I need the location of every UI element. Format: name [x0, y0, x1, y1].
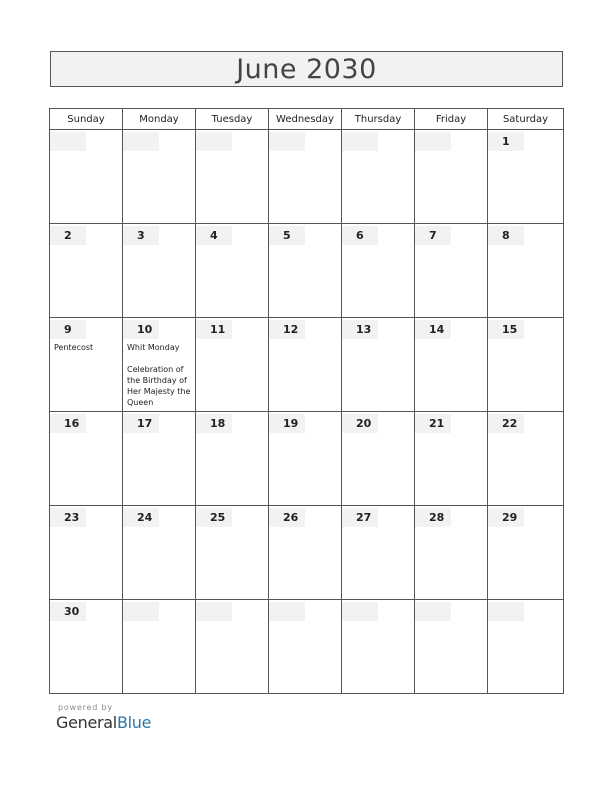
- day-number-box: [488, 602, 524, 621]
- day-number: 25: [210, 511, 226, 524]
- weekday-header: Saturday: [488, 109, 564, 130]
- day-number: 13: [356, 323, 372, 336]
- day-number-box: [415, 602, 451, 621]
- empty-day-cell: [123, 600, 196, 694]
- day-number: 10: [137, 323, 153, 336]
- holiday-event: Whit Monday: [127, 343, 180, 352]
- day-cell: [196, 318, 269, 412]
- day-number: 27: [356, 511, 372, 524]
- day-number: 12: [283, 323, 299, 336]
- day-cell: [415, 224, 488, 318]
- day-cell: [50, 224, 123, 318]
- day-number: 5: [283, 229, 291, 242]
- day-number-box: [50, 320, 86, 339]
- day-cell: [269, 318, 342, 412]
- week-row: [50, 600, 564, 694]
- day-number: 4: [210, 229, 218, 242]
- day-number-box: [123, 320, 159, 339]
- day-cell: [123, 506, 196, 600]
- day-cell: [342, 506, 415, 600]
- day-number-box: [269, 132, 305, 151]
- empty-day-cell: [342, 130, 415, 224]
- weekday-header: Tuesday: [196, 109, 269, 130]
- day-number-box: [123, 226, 159, 245]
- day-number-box: [269, 508, 305, 527]
- brand-name-blue: Blue: [116, 713, 152, 732]
- day-number-box: [50, 226, 86, 245]
- empty-day-cell: [415, 600, 488, 694]
- day-number-box: [415, 414, 451, 433]
- day-cell: [488, 318, 564, 412]
- day-number-box: [269, 414, 305, 433]
- day-cell: [342, 412, 415, 506]
- day-number: 30: [64, 605, 80, 618]
- footer-branding: [56, 703, 151, 732]
- day-number-box: [415, 132, 451, 151]
- day-number: 28: [429, 511, 445, 524]
- empty-day-cell: [123, 130, 196, 224]
- day-number-box: [342, 320, 378, 339]
- day-number: 15: [502, 323, 518, 336]
- day-number: 1: [502, 135, 510, 148]
- day-number-box: [123, 602, 159, 621]
- day-number: 3: [137, 229, 145, 242]
- weekday-header: Thursday: [342, 109, 415, 130]
- day-number-box: [415, 320, 451, 339]
- week-row: [50, 130, 564, 224]
- calendar-title: June 2030: [236, 53, 377, 85]
- empty-day-cell: [269, 600, 342, 694]
- day-number: 24: [137, 511, 153, 524]
- day-number-box: [123, 508, 159, 527]
- day-number: 17: [137, 417, 153, 430]
- day-cell: [269, 506, 342, 600]
- day-number-box: [488, 414, 524, 433]
- powered-by-label: powered by: [58, 703, 113, 712]
- day-number-box: [50, 414, 86, 433]
- day-number-box: [50, 602, 86, 621]
- empty-day-cell: [196, 600, 269, 694]
- week-row: [50, 506, 564, 600]
- day-number: 9: [64, 323, 72, 336]
- day-number-box: [196, 508, 232, 527]
- empty-day-cell: [269, 130, 342, 224]
- day-number: 26: [283, 511, 299, 524]
- day-number: 22: [502, 417, 518, 430]
- weekday-header: Monday: [123, 109, 196, 130]
- day-cell: [196, 224, 269, 318]
- day-number-box: [342, 602, 378, 621]
- day-cell: [50, 412, 123, 506]
- day-number-box: [342, 508, 378, 527]
- calendar-title-bar: [50, 51, 563, 87]
- weekday-header: Sunday: [50, 109, 123, 130]
- event-list: [50, 339, 122, 406]
- empty-day-cell: [415, 130, 488, 224]
- event-list: [123, 339, 195, 406]
- day-number: 8: [502, 229, 510, 242]
- day-number-box: [196, 320, 232, 339]
- day-cell: [50, 318, 123, 412]
- day-number-box: [415, 508, 451, 527]
- day-number: 19: [283, 417, 299, 430]
- day-number-box: [50, 508, 86, 527]
- day-cell: [342, 224, 415, 318]
- day-cell: [269, 224, 342, 318]
- day-number: 11: [210, 323, 226, 336]
- day-cell: [50, 506, 123, 600]
- day-number-box: [269, 320, 305, 339]
- empty-day-cell: [196, 130, 269, 224]
- day-number-box: [488, 226, 524, 245]
- brand-logo[interactable]: [56, 713, 151, 732]
- day-cell: [50, 600, 123, 694]
- day-cell: [196, 506, 269, 600]
- day-number-box: [123, 414, 159, 433]
- day-number: 18: [210, 417, 226, 430]
- weekday-header: Wednesday: [269, 109, 342, 130]
- day-number-box: [342, 226, 378, 245]
- brand-name-general: General: [56, 713, 117, 732]
- week-row: [50, 318, 564, 412]
- day-cell: [123, 412, 196, 506]
- calendar-grid: [49, 108, 564, 694]
- day-number-box: [342, 132, 378, 151]
- day-number-box: [488, 320, 524, 339]
- empty-day-cell: [488, 600, 564, 694]
- holiday-event: Pentecost: [54, 343, 94, 352]
- day-number: 14: [429, 323, 445, 336]
- weekday-header: Friday: [415, 109, 488, 130]
- day-number-box: [196, 414, 232, 433]
- empty-day-cell: [50, 130, 123, 224]
- day-number-box: [196, 226, 232, 245]
- day-number: 23: [64, 511, 80, 524]
- weekday-header-row: [50, 109, 564, 130]
- empty-day-cell: [342, 600, 415, 694]
- day-number: 6: [356, 229, 364, 242]
- day-number: 21: [429, 417, 445, 430]
- day-number-box: [50, 132, 86, 151]
- day-cell: [488, 412, 564, 506]
- day-number-box: [196, 132, 232, 151]
- day-cell: [196, 412, 269, 506]
- day-number-box: [415, 226, 451, 245]
- day-number: 2: [64, 229, 72, 242]
- week-row: [50, 224, 564, 318]
- day-cell: [415, 412, 488, 506]
- day-cell: [123, 318, 196, 412]
- day-number-box: [269, 602, 305, 621]
- day-number-box: [488, 508, 524, 527]
- day-cell: [488, 224, 564, 318]
- day-cell: [415, 506, 488, 600]
- day-number: 7: [429, 229, 437, 242]
- day-cell: [488, 130, 564, 224]
- day-number: 16: [64, 417, 80, 430]
- holiday-event: Celebration of the Birthday of Her Majesty the Queen: [127, 365, 191, 406]
- day-number-box: [342, 414, 378, 433]
- day-number: 29: [502, 511, 518, 524]
- day-number-box: [196, 602, 232, 621]
- day-number-box: [123, 132, 159, 151]
- day-cell: [342, 318, 415, 412]
- day-number: 20: [356, 417, 372, 430]
- day-cell: [488, 506, 564, 600]
- week-row: [50, 412, 564, 506]
- day-number-box: [269, 226, 305, 245]
- day-cell: [269, 412, 342, 506]
- day-cell: [123, 224, 196, 318]
- day-number-box: [488, 132, 524, 151]
- day-cell: [415, 318, 488, 412]
